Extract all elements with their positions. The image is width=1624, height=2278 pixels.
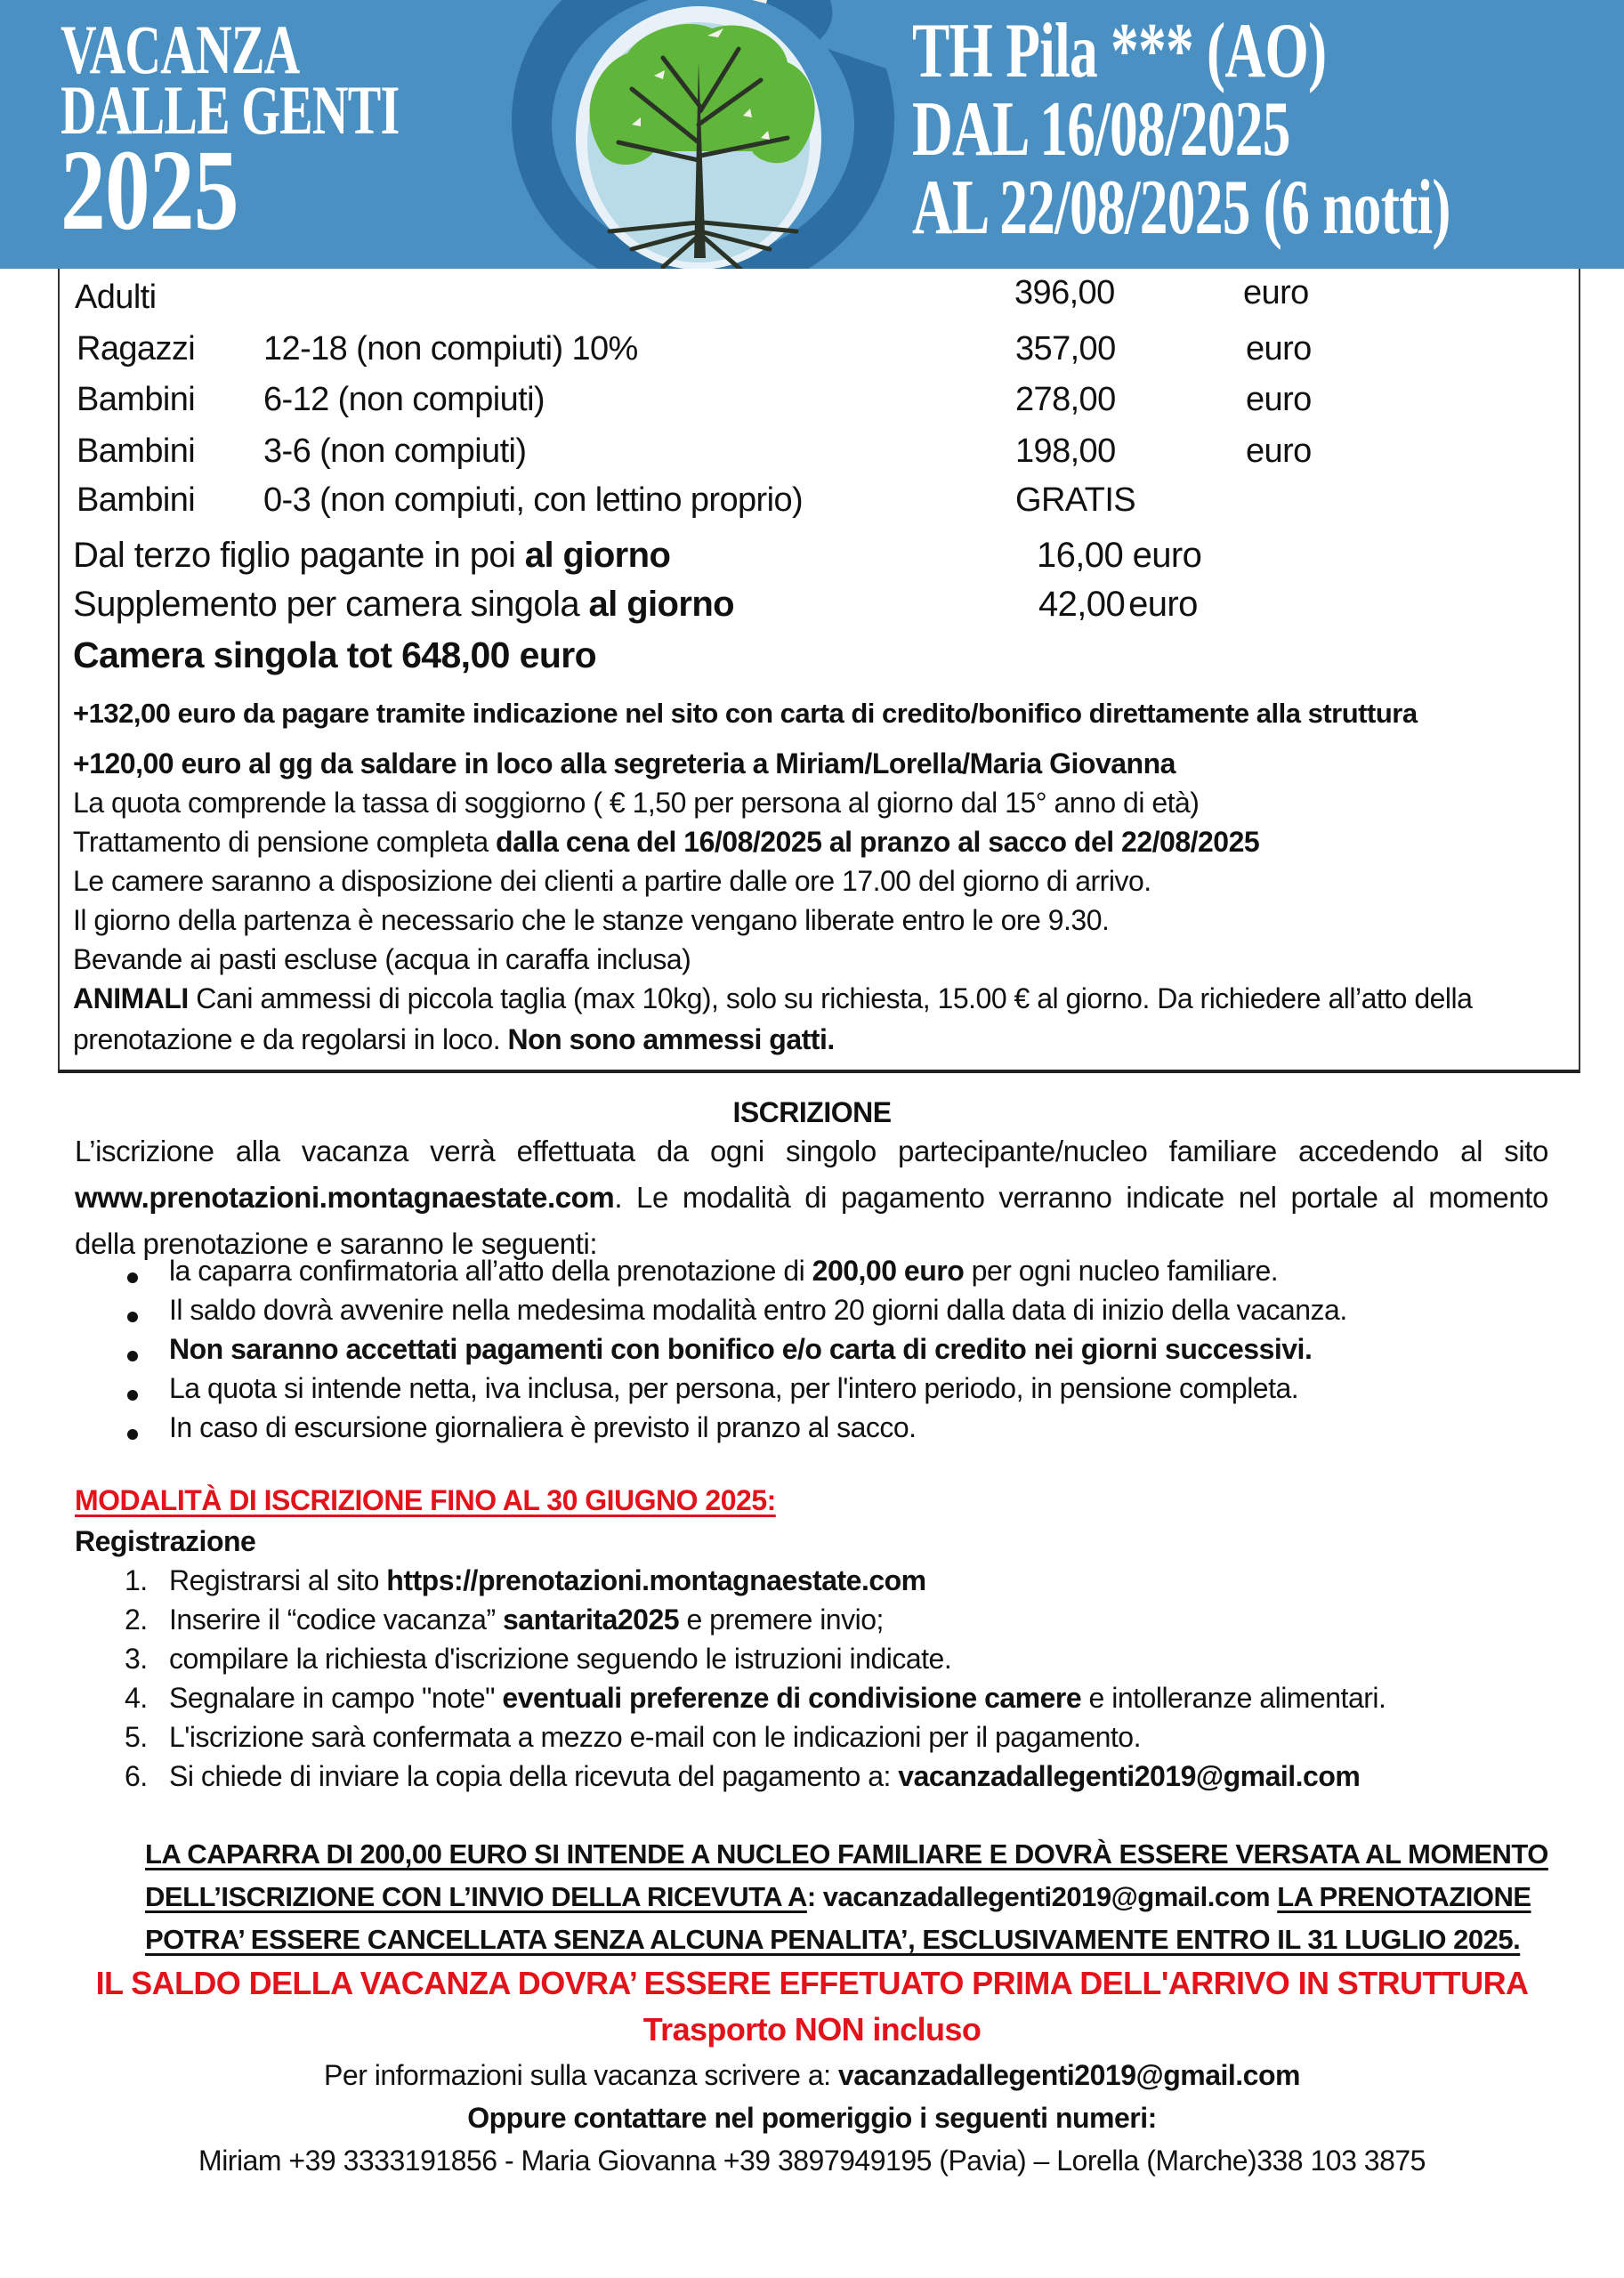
single-supplement-label: [73, 585, 734, 625]
step-number: 2.: [125, 1603, 148, 1636]
price-category: Adulti: [75, 279, 157, 316]
price-category: Bambini: [77, 481, 196, 519]
step-item: L'iscrizione sarà confermata a mezzo e-mail con le indicazioni per il pagamento.: [169, 1721, 1141, 1753]
single-room-total: Camera singola tot 648,00 euro: [73, 634, 597, 675]
single-supplement-price: [1038, 585, 1198, 625]
bullet-icon: [127, 1312, 138, 1322]
price-currency: euro: [1243, 274, 1309, 311]
drinks-note: Bevande ai pasti escluse (acqua in caraffa inclusa): [73, 943, 691, 975]
price-value: GRATIS: [1015, 481, 1136, 519]
bullet-text: per ogni nucleo familiare.: [964, 1255, 1279, 1287]
single-supplement-per-day: al giorno: [588, 585, 735, 624]
room-sharing-preferences: eventuali preferenze di condivisione camere: [502, 1682, 1082, 1714]
checkin-note: Le camere saranno a disposizione dei clienti a partire dalle ore 17.00 del giorno di arrivo.: [73, 865, 1151, 897]
step-item: [169, 1760, 1360, 1793]
step-number: 3.: [125, 1643, 148, 1675]
deposit-notice-line: [145, 1881, 1531, 1913]
single-supplement-currency: euro: [1128, 585, 1198, 624]
step-text: Si chiede di inviare la copia della ricevuta del pagamento a:: [169, 1760, 899, 1792]
extra-payment-onsite: +120,00 euro al gg da saldare in loco alla segreteria a Miriam/Lorella/Maria Giovanna: [73, 747, 1176, 780]
animals-label: ANIMALI: [73, 982, 189, 1014]
event-year: 2025: [61, 126, 238, 254]
price-value: 357,00: [1015, 330, 1116, 368]
info-line: [0, 2059, 1624, 2092]
info-text: Per informazioni sulla vacanza scrivere a:: [324, 2059, 838, 2091]
animals-text-cont: prenotazione e da regolarsi in loco.: [73, 1023, 508, 1055]
third-child-value: 16,00: [1037, 536, 1124, 575]
price-currency: euro: [1246, 432, 1312, 470]
start-date: DAL 16/08/2025: [912, 86, 1290, 173]
bullet-icon: [127, 1272, 138, 1283]
iscrizione-intro-text: . Le modalità di pagamento verranno indicate nel portale al momento: [614, 1181, 1548, 1214]
bullet-icon: [127, 1429, 138, 1440]
contact-numbers: Miriam +39 3333191856 - Maria Giovanna +39 3897949195 (Pavia) – Lorella (Marche)338 103 3875: [198, 2145, 1426, 2177]
full-board-text: Trattamento di pensione completa: [73, 826, 497, 858]
step-item: [169, 1682, 1386, 1715]
deposit-email-link[interactable]: : vacanzadallegenti2019@gmail.com: [806, 1881, 1278, 1912]
step-number: 1.: [125, 1564, 148, 1596]
iscrizione-intro-line: della prenotazione e saranno le seguenti:: [75, 1227, 598, 1260]
price-currency: euro: [1246, 381, 1312, 418]
single-supplement-value: 42,00: [1038, 585, 1126, 624]
tree-of-life-logo-icon: [476, 0, 939, 269]
bullet-icon: [127, 1390, 138, 1401]
bullet-item: La quota si intende netta, iva inclusa, per persona, per l'intero periodo, in pensione completa.: [169, 1372, 1299, 1404]
full-board-note: [73, 826, 1259, 859]
deposit-amount: 200,00 euro: [812, 1255, 965, 1287]
iscrizione-heading: ISCRIZIONE: [732, 1096, 892, 1128]
step-text: e intolleranze alimentari.: [1081, 1682, 1386, 1714]
end-date: AL 22/08/2025 (6 notti): [912, 165, 1450, 251]
contact-email-link[interactable]: vacanzadallegenti2019@gmail.com: [898, 1760, 1361, 1792]
event-title: [61, 11, 531, 254]
registration-deadline-heading: MODALITÀ DI ISCRIZIONE FINO AL 30 GIUGNO 2025:: [75, 1484, 776, 1516]
price-category: Bambini: [77, 381, 196, 418]
transport-not-included: Trasporto NON incluso: [642, 2011, 982, 2048]
extra-payment-online: +132,00 euro da pagare tramite indicazione nel sito con carta di credito/bonifico direttamente alla struttura: [73, 698, 1418, 729]
deposit-notice-line: LA CAPARRA DI 200,00 EURO SI INTENDE A NUCLEO FAMILIARE E DOVRÀ ESSERE VERSATA AL MOMENTO: [145, 1838, 1548, 1870]
price-value: 278,00: [1015, 381, 1116, 418]
step-text: Inserire il “codice vacanza”: [169, 1603, 503, 1636]
third-child-price: [1037, 536, 1201, 576]
checkout-note: Il giorno della partenza è necessario che le stanze vengano liberate entro le ore 9.30.: [73, 904, 1110, 936]
step-item: [169, 1564, 926, 1597]
animals-note: [73, 982, 1472, 1015]
registration-site-link[interactable]: https://prenotazioni.montagnaestate.com: [386, 1564, 926, 1596]
animals-note-cont: [73, 1023, 835, 1056]
single-supplement-text: Supplemento per camera singola: [73, 585, 589, 624]
third-child-text: Dal terzo figlio pagante in poi: [73, 536, 525, 575]
step-item: [169, 1603, 884, 1636]
animals-text: Cani ammessi di piccola taglia (max 10kg), solo su richiesta, 15.00 € al giorno. Da richiedere all’atto della: [188, 982, 1473, 1014]
bullet-icon: [127, 1351, 138, 1361]
info-email-link[interactable]: vacanzadallegenti2019@gmail.com: [837, 2059, 1300, 2091]
third-child-label: [73, 536, 670, 576]
price-age-range: 12-18 (non compiuti) 10%: [263, 330, 638, 368]
step-number: 4.: [125, 1682, 148, 1714]
bullet-item: In caso di escursione giornaliera è previsto il pranzo al sacco.: [169, 1411, 917, 1443]
header-banner: [0, 0, 1624, 269]
price-age-range: 3-6 (non compiuti): [263, 432, 527, 470]
third-child-currency: euro: [1132, 536, 1202, 575]
iscrizione-intro-line: L’iscrizione alla vacanza verrà effettuata da ogni singolo partecipante/nucleo familiare accedendo al sito: [75, 1135, 1548, 1167]
bullet-item: Non saranno accettati pagamenti con bonifico e/o carta di credito nei giorni successivi.: [169, 1333, 1313, 1365]
contact-heading: Oppure contattare nel pomeriggio i seguenti numeri:: [467, 2102, 1157, 2134]
booking-site-link[interactable]: www.prenotazioni.montagnaestate.com: [75, 1181, 615, 1214]
step-number: 6.: [125, 1760, 148, 1792]
price-value: 198,00: [1015, 432, 1116, 470]
event-title-line: DALLE GENTI: [61, 71, 400, 149]
third-child-per-day: al giorno: [524, 536, 671, 575]
step-text: e premere invio;: [679, 1603, 884, 1636]
step-text: Segnalare in campo "note": [169, 1682, 503, 1714]
price-currency: euro: [1246, 330, 1312, 368]
venue-name: TH Pila *** (AO): [912, 8, 1327, 94]
full-board-dates: dalla cena del 16/08/2025 al pranzo al sacco del 22/08/2025: [496, 826, 1260, 858]
registration-subheading: Registrazione: [75, 1525, 256, 1557]
bullet-text: la caparra confirmatoria all’atto della prenotazione di: [169, 1255, 812, 1287]
step-text: Registrarsi al sito: [169, 1564, 387, 1596]
iscrizione-intro-line: [75, 1175, 1548, 1221]
balance-warning: IL SALDO DELLA VACANZA DOVRA’ ESSERE EFFETUATO PRIMA DELL'ARRIVO IN STRUTTURA: [95, 1965, 1529, 2001]
tourist-tax-note: La quota comprende la tassa di soggiorno ( € 1,50 per persona al giorno dal 15° anno di età): [73, 787, 1200, 819]
price-category: Ragazzi: [77, 330, 196, 368]
deposit-notice-text: DELL’ISCRIZIONE CON L’INVIO DELLA RICEVUTA A: [145, 1881, 807, 1912]
price-category: Bambini: [77, 432, 196, 470]
step-number: 5.: [125, 1721, 148, 1753]
bullet-item: Il saldo dovrà avvenire nella medesima modalità entro 20 giorni dalla data di inizio della vacanza.: [169, 1294, 1347, 1326]
price-value: 396,00: [1014, 274, 1115, 311]
price-age-range: 0-3 (non compiuti, con lettino proprio): [263, 481, 804, 519]
bullet-item: [169, 1255, 1278, 1288]
step-item: compilare la richiesta d'iscrizione seguendo le istruzioni indicate.: [169, 1643, 952, 1675]
holiday-code: santarita2025: [502, 1603, 680, 1636]
event-title-line: VACANZA: [61, 11, 300, 88]
iscrizione-intro: [75, 1128, 1548, 1267]
price-age-range: 6-12 (non compiuti): [263, 381, 545, 418]
cancellation-notice: POTRA’ ESSERE CANCELLATA SENZA ALCUNA PENALITA’, ESCLUSIVAMENTE ENTRO IL 31 LUGLIO 2025.: [145, 1924, 1521, 1955]
deposit-notice-text: LA PRENOTAZIONE: [1277, 1881, 1531, 1912]
no-cats-note: Non sono ammessi gatti.: [507, 1023, 835, 1055]
venue-dates: [912, 8, 1624, 251]
